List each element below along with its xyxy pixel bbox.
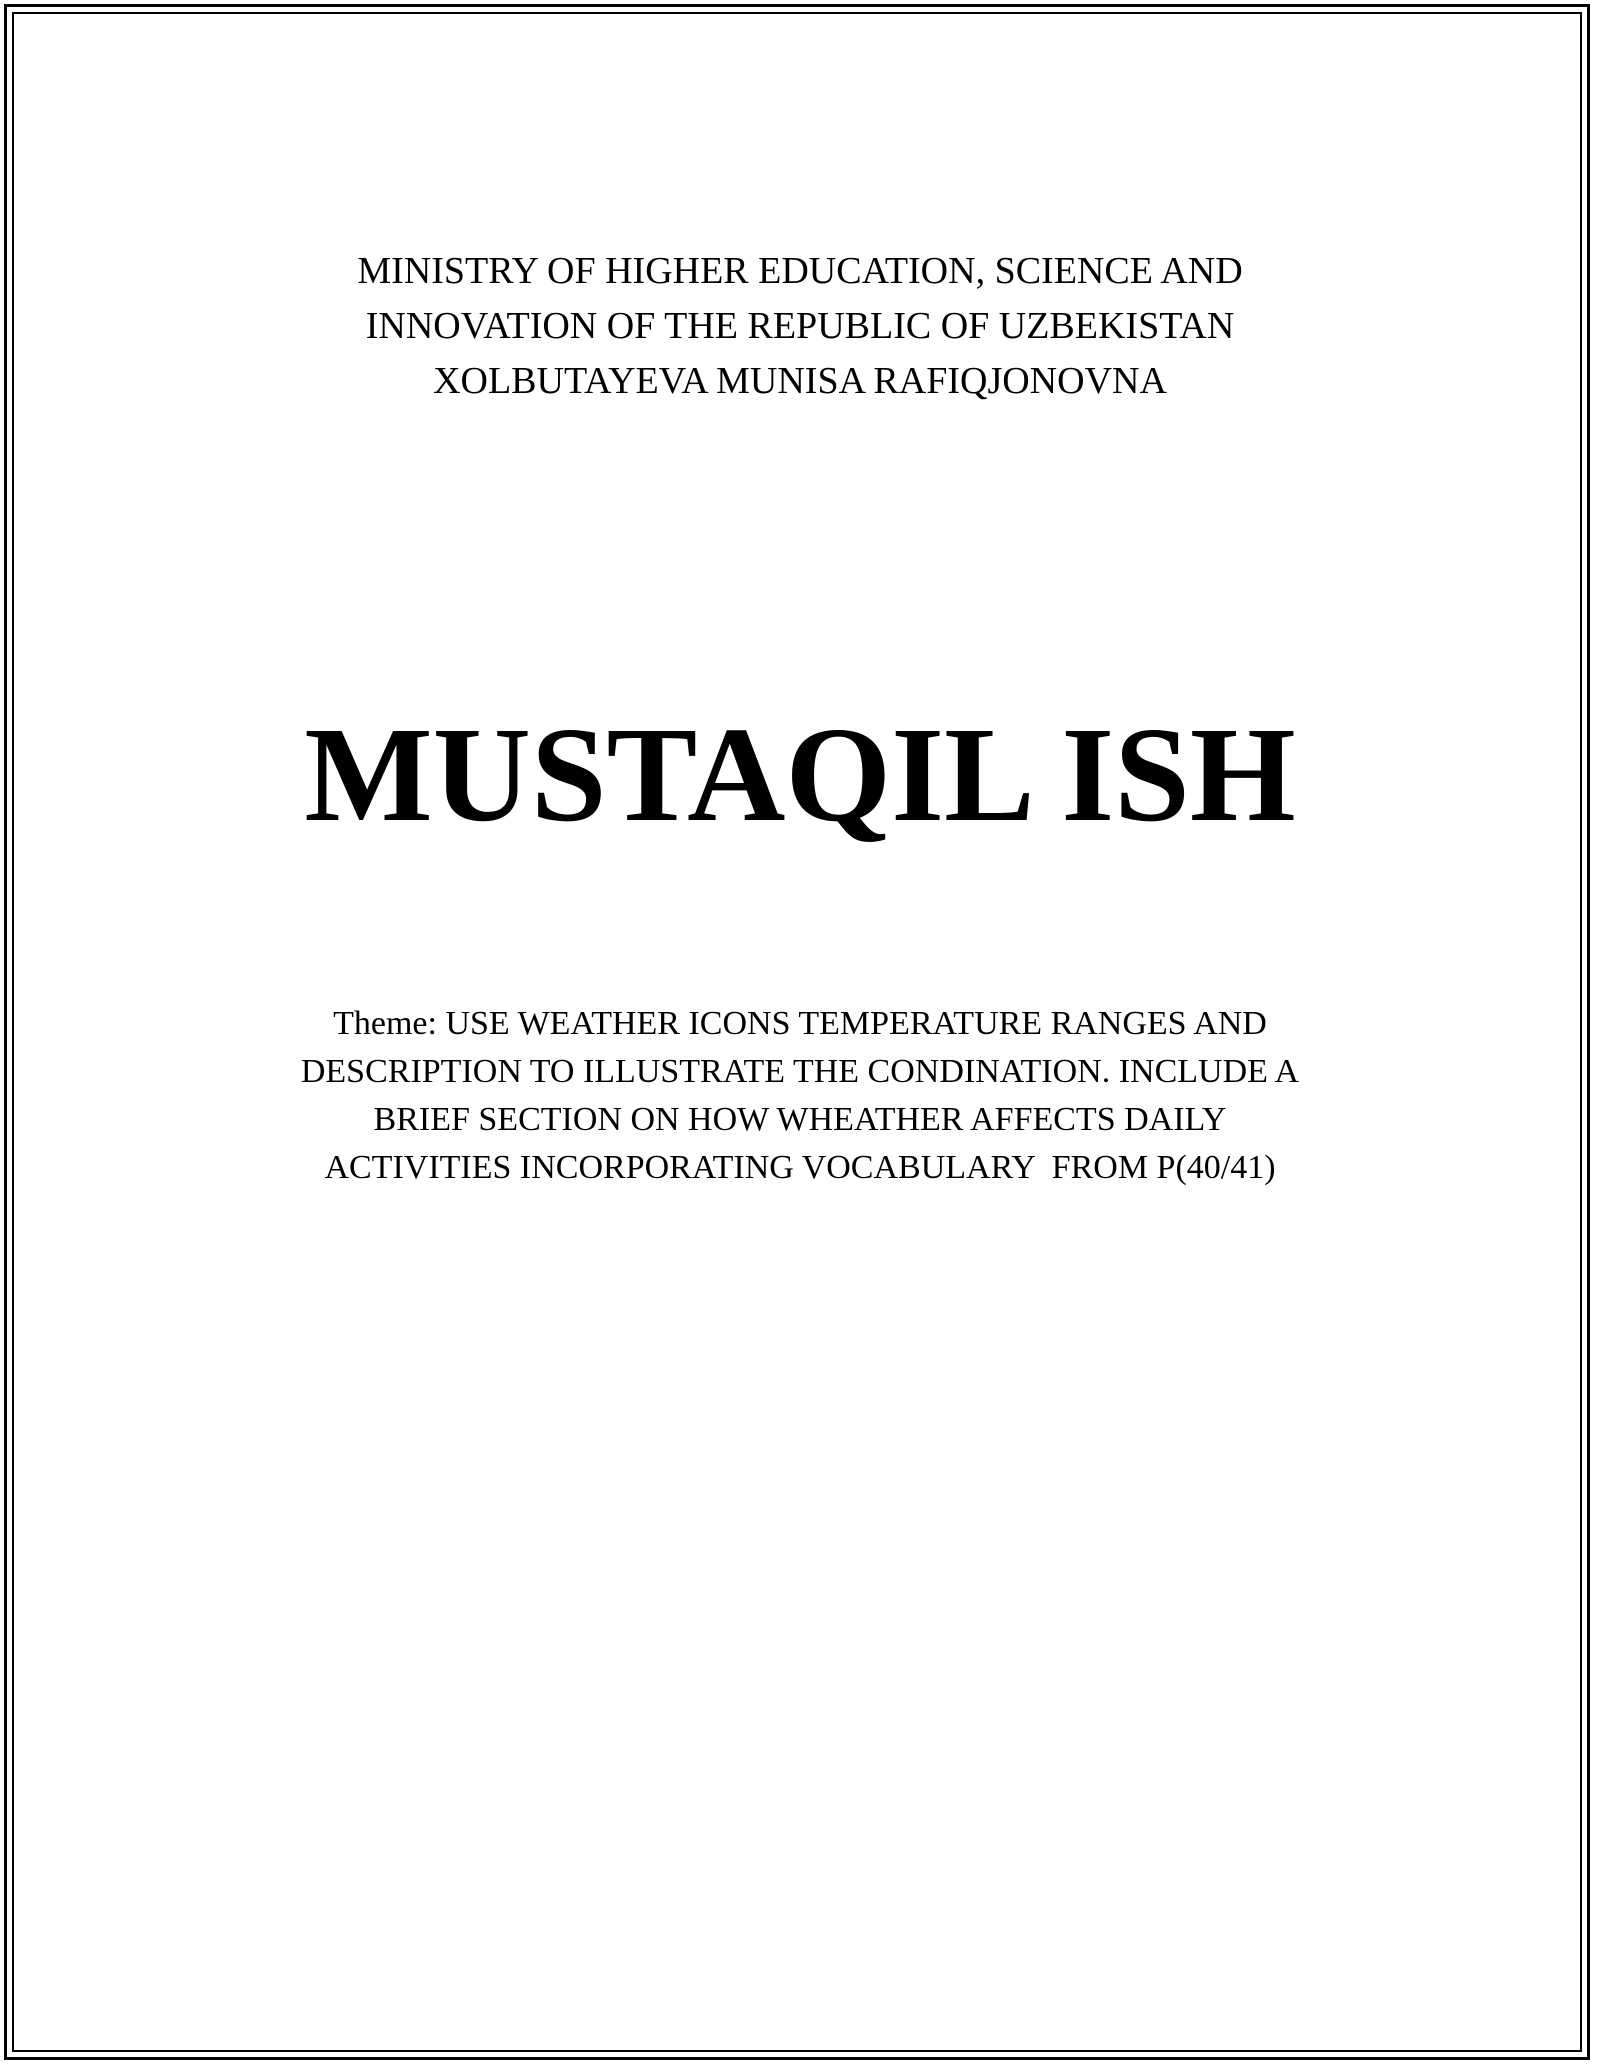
header-block [0, 244, 1600, 409]
theme-line-3: BRIEF SECTION ON HOW WHEATHER AFFECTS DAILY [373, 1101, 1227, 1138]
theme-line-2: DESCRIPTION TO ILLUSTRATE THE CONDINATION. INCLUDE A [300, 1053, 1300, 1090]
theme-block [0, 1000, 1600, 1192]
theme-line-4: ACTIVITIES INCORPORATING VOCABULARY FROM P(40/41) [324, 1149, 1276, 1186]
header-line-innovation: INNOVATION OF THE REPUBLIC OF UZBEKISTAN [365, 305, 1235, 347]
theme-line-1: Theme: USE WEATHER ICONS TEMPERATURE RANGES AND [333, 1005, 1267, 1042]
header-line-ministry: MINISTRY OF HIGHER EDUCATION, SCIENCE AND [357, 250, 1243, 292]
document-title: MUSTAQIL ISH [304, 700, 1296, 850]
header-line-author: XOLBUTAYEVA MUNISA RAFIQJONOVNA [433, 360, 1167, 402]
